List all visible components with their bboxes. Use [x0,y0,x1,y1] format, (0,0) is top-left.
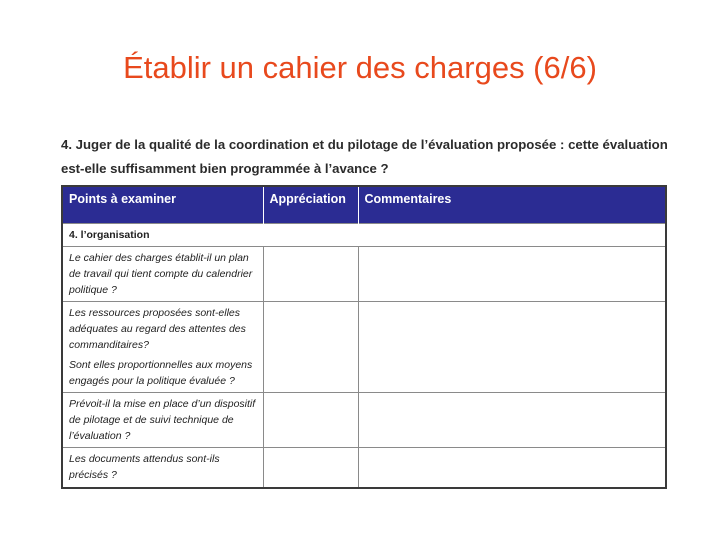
question-intro: 4. Juger de la qualité de la coordination et du pilotage de l’évaluation proposée : cette évaluation est-elle suffisamment bien programmée à l’avance ? [61,137,668,176]
commentaires-cell [358,393,666,448]
appreciation-cell [263,448,358,488]
question-cell [62,302,263,393]
table-row [62,448,666,488]
question-text: Les ressources proposées sont-elles adéquates au regard des attentes des commanditaires? [69,307,246,351]
table-row [62,302,666,393]
evaluation-grid [61,185,667,489]
question-cell [62,247,263,302]
question-text: Le cahier des charges établit-il un plan de travail qui tient compte du calendrier politique ? [69,252,253,296]
section-label: 4. l’organisation [62,224,666,247]
appreciation-cell [263,393,358,448]
commentaires-cell [358,302,666,393]
slide-title: Établir un cahier des charges (6/6) [123,50,597,85]
table-row [62,247,666,302]
question-text: Prévoit-il la mise en place d’un dispositif de pilotage et de suivi technique de l’évaluation ? [69,398,256,442]
header-appreciation: Appréciation [263,186,358,224]
header-commentaires: Commentaires [358,186,666,224]
question-text: Sont elles proportionnelles aux moyens engagés pour la politique évaluée ? [69,359,253,387]
header-row [62,186,666,224]
commentaires-cell [358,448,666,488]
question-cell [62,393,263,448]
appreciation-cell [263,302,358,393]
appreciation-cell [263,247,358,302]
question-cell [62,448,263,488]
section-row [62,224,666,247]
commentaires-cell [358,247,666,302]
question-text: Les documents attendus sont-ils précisés ? [69,453,220,481]
table-row [62,393,666,448]
header-points: Points à examiner [62,186,263,224]
